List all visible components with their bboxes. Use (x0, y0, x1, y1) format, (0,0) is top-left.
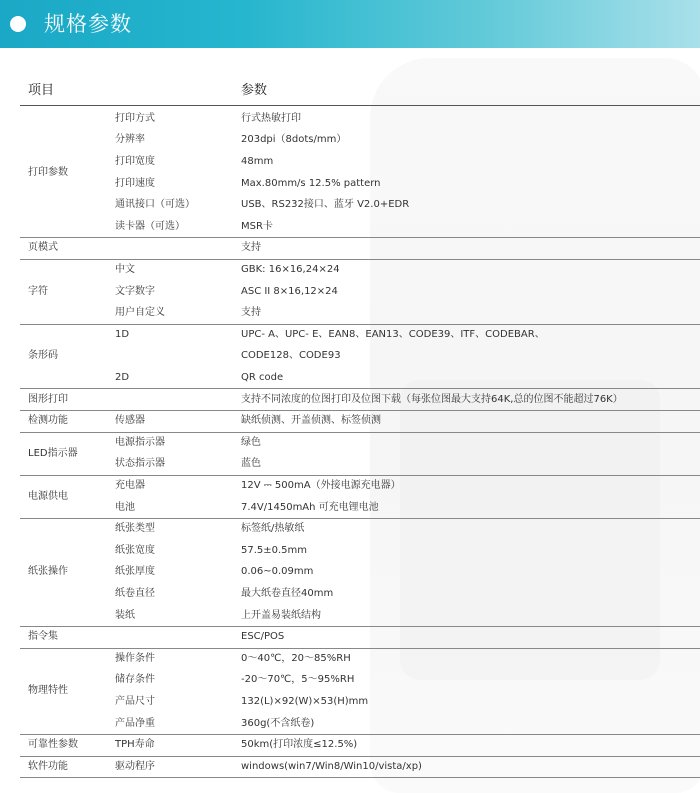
spec-category: 条形码 (28, 350, 58, 362)
spec-category: 可靠性参数 (28, 739, 78, 751)
group-divider (20, 756, 700, 757)
spec-category: LED指示器 (28, 447, 78, 459)
spec-sub-label: 储存条件 (115, 674, 155, 686)
group-divider (20, 475, 700, 476)
spec-value: CODE128、CODE93 (241, 350, 341, 362)
spec-value: ASC II 8×16,12×24 (241, 285, 338, 297)
spec-value: QR code (241, 372, 284, 383)
spec-sub-label: 装纸 (115, 609, 135, 621)
spec-category: 物理特性 (28, 685, 68, 697)
group-divider (20, 237, 700, 238)
spec-sub-label: 充电器 (115, 480, 145, 491)
spec-sub-label: 分辨率 (115, 134, 145, 146)
header-item: 项目 (28, 83, 55, 98)
spec-sub-label: 操作条件 (115, 652, 155, 664)
spec-value: MSR卡 (241, 220, 273, 232)
spec-sub-label: 中文 (115, 264, 135, 275)
spec-sub-label: 用户自定义 (115, 307, 165, 319)
section-banner (0, 0, 700, 48)
spec-value: 57.5±0.5mm (241, 544, 308, 556)
spec-value: ESC/POS (241, 631, 285, 643)
spec-value: 支持不同浓度的位图打印及位图下载（每张位图最大支持64K,总的位图不能超过76K） (241, 393, 623, 405)
spec-sub-label: 驱动程序 (115, 760, 155, 772)
spec-value: USB、RS232接口、蓝牙 V2.0+EDR (241, 199, 410, 211)
printer-watermark-detail (400, 380, 660, 680)
spec-sub-label: TPH寿命 (115, 739, 155, 751)
spec-sub-label: 纸卷直径 (115, 588, 155, 599)
spec-sub-label: 打印宽度 (115, 156, 155, 167)
spec-value: GBK: 16×16,24×24 (241, 264, 340, 275)
spec-sub-label: 2D (115, 372, 130, 383)
spec-sub-label: 传感器 (115, 415, 145, 427)
spec-value: 蓝色 (241, 458, 261, 470)
group-divider (20, 432, 700, 433)
spec-sub-label: 读卡器（可选） (115, 220, 185, 232)
spec-value: 标签纸/热敏纸 (241, 523, 305, 535)
spec-sub-label: 状态指示器 (115, 458, 165, 470)
spec-category: 打印参数 (28, 166, 68, 178)
spec-value: 203dpi（8dots/mm） (241, 134, 347, 146)
spec-value: 最大纸卷直径40mm (241, 588, 334, 599)
group-divider (20, 734, 700, 735)
group-divider (20, 518, 700, 519)
spec-value: Max.80mm/s 12.5% pattern (241, 177, 381, 189)
group-divider (20, 648, 700, 649)
spec-value: 132(L)×92(W)×53(H)mm (241, 696, 369, 707)
spec-category: 指令集 (28, 631, 58, 643)
spec-value: 支持 (241, 242, 261, 254)
spec-value: windows(win7/Win8/Win10/vista/xp) (241, 760, 422, 772)
group-divider (20, 777, 700, 778)
spec-sub-label: 纸张宽度 (115, 544, 155, 556)
spec-value: 0～40℃，20～85%RH (241, 652, 351, 664)
spec-category: 纸张操作 (28, 566, 68, 578)
spec-sub-label: 纸张厚度 (115, 566, 155, 578)
header-param: 参数 (241, 83, 268, 98)
spec-value: -20～70℃，5～95%RH (241, 674, 355, 686)
header-rule (20, 105, 700, 106)
spec-sub-label: 电池 (115, 501, 135, 513)
spec-sub-label: 1D (115, 328, 130, 340)
spec-value: 7.4V/1450mAh 可充电锂电池 (241, 501, 379, 513)
spec-category: 电源供电 (28, 490, 68, 502)
spec-sub-label: 纸张类型 (115, 523, 155, 535)
group-divider (20, 410, 700, 411)
spec-category: 检测功能 (28, 415, 68, 427)
spec-sub-label: 产品净重 (115, 717, 155, 729)
spec-category: 软件功能 (28, 760, 68, 772)
spec-category: 页模式 (28, 242, 58, 254)
spec-value: 行式热敏打印 (241, 112, 301, 124)
spec-value: 绿色 (241, 436, 261, 448)
spec-sub-label: 通讯接口（可选） (115, 199, 195, 211)
spec-category: 字符 (28, 285, 48, 297)
group-divider (20, 626, 700, 627)
spec-sub-label: 打印方式 (115, 112, 155, 124)
spec-sub-label: 文字数字 (115, 285, 155, 297)
group-divider (20, 388, 700, 389)
spec-sub-label: 打印速度 (115, 177, 155, 189)
spec-value: 12V ⎓ 500mA（外接电源充电器） (241, 480, 401, 491)
spec-sub-label: 产品尺寸 (115, 696, 155, 707)
group-divider (20, 259, 700, 260)
section-title: 规格参数 (44, 12, 132, 36)
spec-value: 360g(不含纸卷) (241, 717, 315, 729)
spec-category: 图形打印 (28, 393, 68, 405)
spec-value: 0.06~0.09mm (241, 566, 314, 578)
spec-value: 50km(打印浓度≤12.5%) (241, 739, 358, 751)
spec-sub-label: 电源指示器 (115, 436, 165, 448)
spec-value: UPC- A、UPC- E、EAN8、EAN13、CODE39、ITF、CODEBAR、 (241, 328, 545, 340)
spec-value: 支持 (241, 307, 261, 319)
spec-value: 上开盖易装纸结构 (241, 609, 321, 621)
spec-value: 48mm (241, 156, 274, 167)
spec-value: 缺纸侦测、开盖侦测、标签侦测 (241, 415, 381, 427)
bullet-dot-icon (10, 16, 26, 32)
group-divider (20, 324, 700, 325)
